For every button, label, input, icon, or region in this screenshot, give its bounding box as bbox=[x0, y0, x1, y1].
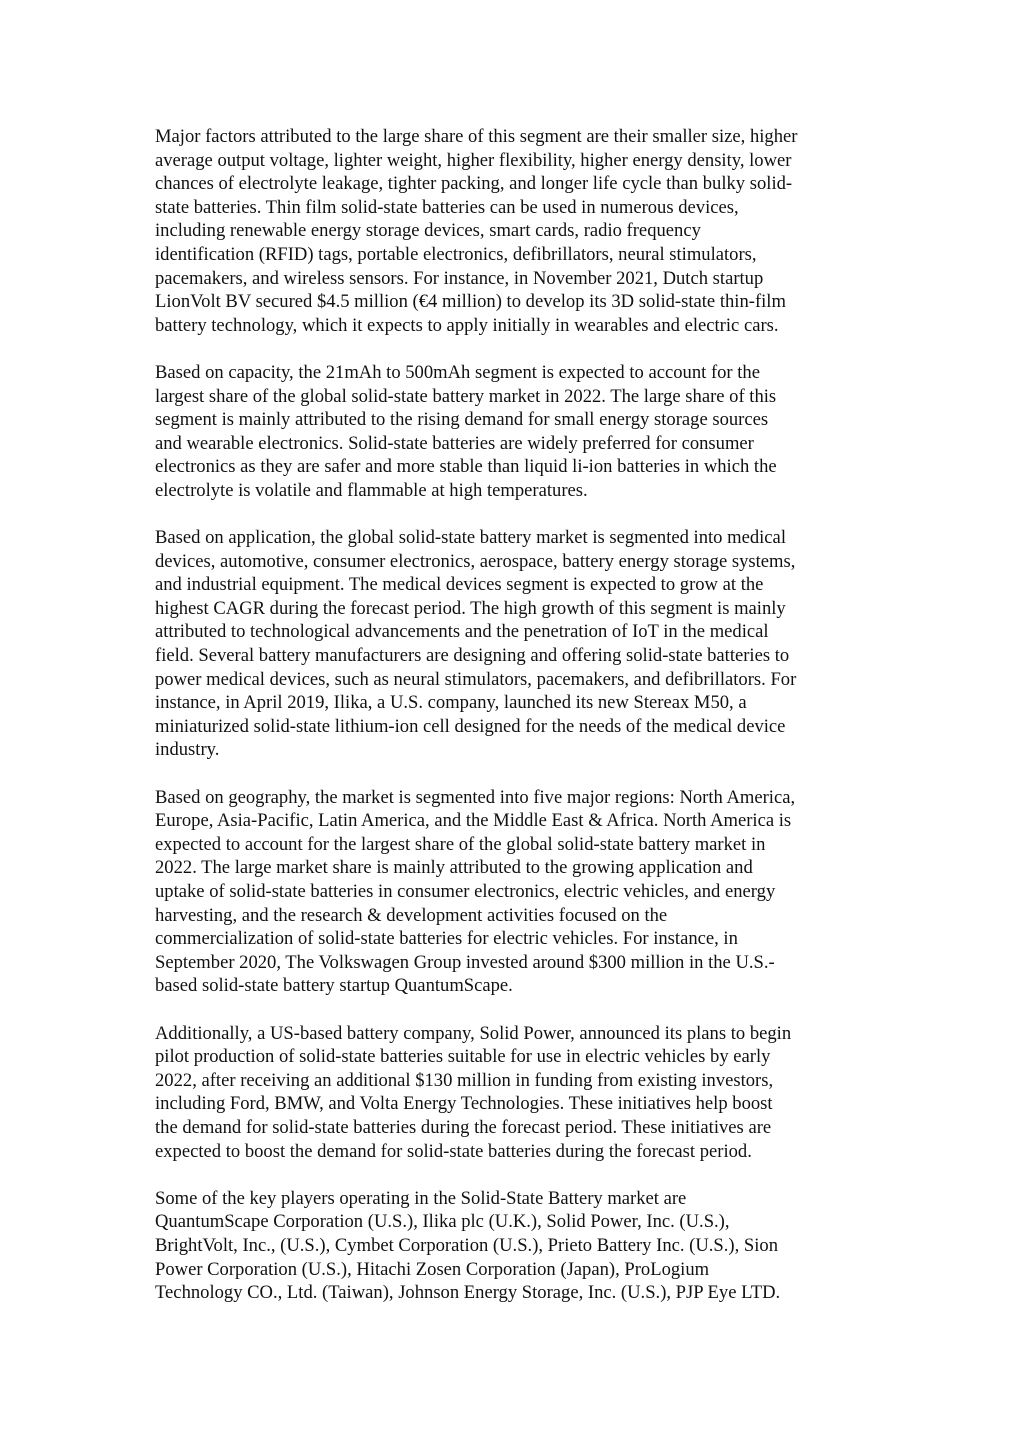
text-line: BrightVolt, Inc., (U.S.), Cymbet Corporation (U.S.), Prieto Battery Inc. (U.S.), Sion bbox=[155, 1234, 779, 1256]
text-line: devices, automotive, consumer electronics, aerospace, battery energy storage systems, bbox=[155, 550, 796, 572]
text-line: LionVolt BV secured $4.5 million (€4 million) to develop its 3D solid-state thin-film bbox=[155, 291, 786, 313]
text-line: including Ford, BMW, and Volta Energy Technologies. These initiatives help boost bbox=[155, 1093, 773, 1115]
text-line: industry. bbox=[155, 739, 220, 761]
text-line: Based on capacity, the 21mAh to 500mAh segment is expected to account for the bbox=[155, 361, 760, 383]
text-line: pacemakers, and wireless sensors. For instance, in November 2021, Dutch startup bbox=[155, 267, 764, 289]
text-line: harvesting, and the research & development activities focused on the bbox=[155, 904, 668, 926]
text-line: Power Corporation (U.S.), Hitachi Zosen Corporation (Japan), ProLogium bbox=[155, 1258, 710, 1280]
text-line: electronics as they are safer and more stable than liquid li-ion batteries in which the bbox=[155, 456, 777, 478]
text-line: attributed to technological advancements and the penetration of IoT in the medical bbox=[155, 621, 769, 643]
paragraph-solid-power bbox=[155, 1022, 875, 1164]
text-line: 2022. The large market share is mainly attributed to the growing application and bbox=[155, 857, 753, 879]
paragraph-application bbox=[155, 526, 875, 762]
text-line: the demand for solid-state batteries during the forecast period. These initiatives are bbox=[155, 1116, 772, 1138]
text-line: Technology CO., Ltd. (Taiwan), Johnson Energy Storage, Inc. (U.S.), PJP Eye LTD. bbox=[155, 1282, 781, 1304]
text-line: power medical devices, such as neural stimulators, pacemakers, and defibrillators. For bbox=[155, 668, 797, 690]
text-line: average output voltage, lighter weight, higher flexibility, higher energy density, lower bbox=[155, 149, 792, 171]
text-line: September 2020, The Volkswagen Group invested around $300 million in the U.S.- bbox=[155, 951, 775, 973]
text-line: and wearable electronics. Solid-state batteries are widely preferred for consumer bbox=[155, 432, 754, 454]
text-line: highest CAGR during the forecast period. The high growth of this segment is mainly bbox=[155, 597, 786, 619]
text-line: Based on geography, the market is segmented into five major regions: North America, bbox=[155, 786, 796, 808]
text-line: QuantumScape Corporation (U.S.), Ilika plc (U.K.), Solid Power, Inc. (U.S.), bbox=[155, 1211, 730, 1233]
text-line: Based on application, the global solid-state battery market is segmented into medical bbox=[155, 527, 786, 549]
text-line: electrolyte is volatile and flammable at high temperatures. bbox=[155, 479, 588, 501]
text-line: miniaturized solid-state lithium-ion cell designed for the needs of the medical device bbox=[155, 715, 786, 737]
text-line: Additionally, a US-based battery company, Solid Power, announced its plans to begin bbox=[155, 1022, 792, 1044]
text-line: state batteries. Thin film solid-state batteries can be used in numerous devices, bbox=[155, 196, 739, 218]
paragraph-form-factor bbox=[155, 125, 875, 337]
text-line: pilot production of solid-state batteries suitable for use in electric vehicles by early bbox=[155, 1046, 771, 1068]
text-line: chances of electrolyte leakage, tighter packing, and longer life cycle than bulky solid- bbox=[155, 173, 793, 195]
text-line: largest share of the global solid-state battery market in 2022. The large share of this bbox=[155, 385, 777, 407]
paragraph-capacity bbox=[155, 361, 875, 503]
text-line: segment is mainly attributed to the rising demand for small energy storage sources bbox=[155, 409, 769, 431]
paragraph-geography bbox=[155, 786, 875, 998]
text-line: including renewable energy storage devices, smart cards, radio frequency bbox=[155, 220, 701, 242]
text-line: Europe, Asia-Pacific, Latin America, and the Middle East & Africa. North America is bbox=[155, 810, 792, 832]
text-line: instance, in April 2019, Ilika, a U.S. company, launched its new Stereax M50, a bbox=[155, 692, 747, 714]
text-line: Major factors attributed to the large share of this segment are their smaller size, higher bbox=[155, 126, 798, 147]
text-line: identification (RFID) tags, portable electronics, defibrillators, neural stimulators, bbox=[155, 243, 757, 265]
text-line: 2022, after receiving an additional $130 million in funding from existing investors, bbox=[155, 1069, 774, 1091]
text-line: battery technology, which it expects to apply initially in wearables and electric cars. bbox=[155, 314, 779, 336]
text-line: field. Several battery manufacturers are designing and offering solid-state batteries to bbox=[155, 645, 790, 667]
document-body bbox=[155, 125, 875, 1305]
text-line: expected to boost the demand for solid-state batteries during the forecast period. bbox=[155, 1140, 752, 1162]
text-line: uptake of solid-state batteries in consumer electronics, electric vehicles, and energy bbox=[155, 881, 776, 902]
text-line: commercialization of solid-state batteries for electric vehicles. For instance, in bbox=[155, 928, 738, 950]
text-line: Some of the key players operating in the Solid-State Battery market are bbox=[155, 1187, 687, 1209]
text-line: based solid-state battery startup QuantumScape. bbox=[155, 975, 513, 997]
paragraph-key-players bbox=[155, 1187, 875, 1305]
text-line: and industrial equipment. The medical devices segment is expected to grow at the bbox=[155, 574, 764, 596]
text-line: expected to account for the largest share of the global solid-state battery market in bbox=[155, 833, 766, 855]
